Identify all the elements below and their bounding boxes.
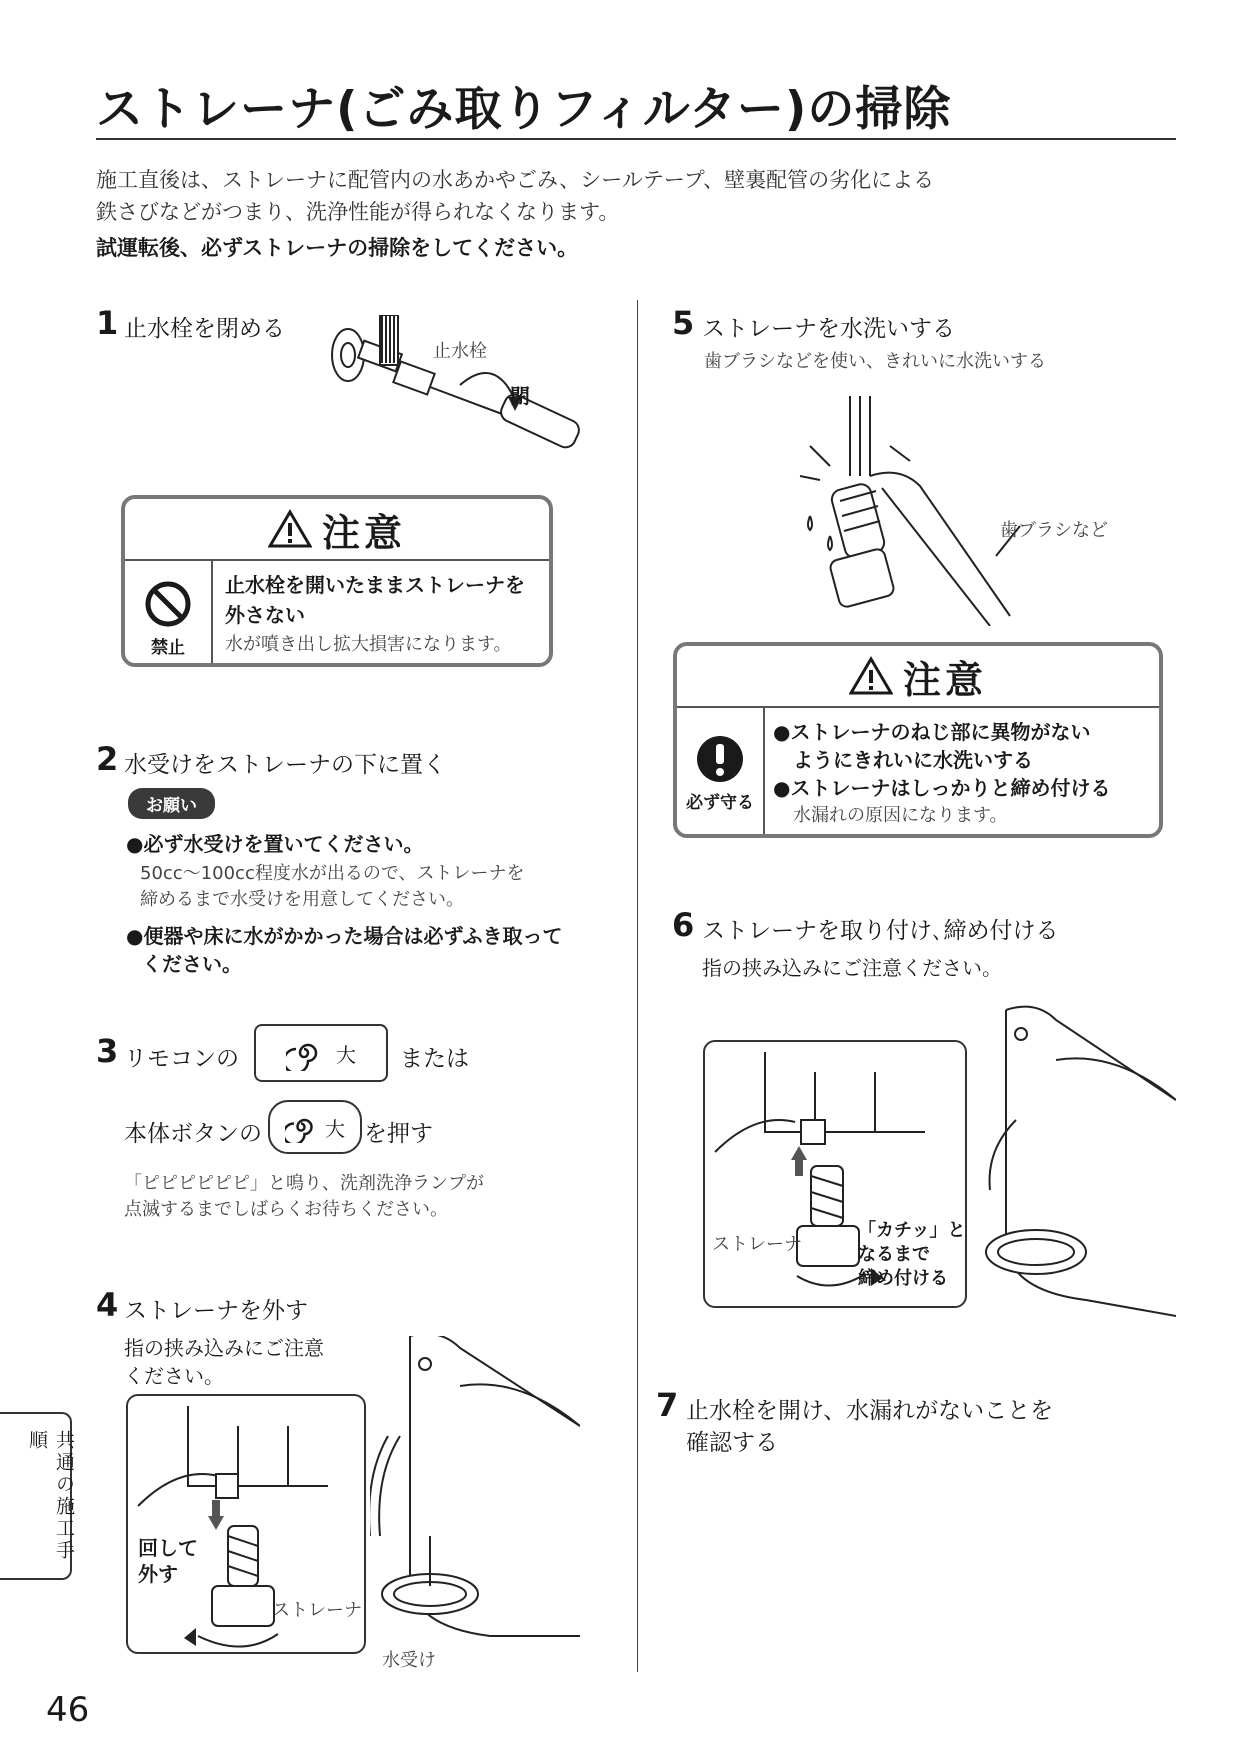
brush-label: 歯ブラシなど xyxy=(1000,520,1108,541)
step1-title: 止水栓を閉める xyxy=(124,316,285,342)
warning-icon xyxy=(849,656,893,696)
intro-bold-line: 試運転後、必ずストレーナの掃除をしてください。 xyxy=(96,236,579,260)
caution1-main-line2: 外さない xyxy=(225,603,305,627)
step3-note2: 点滅するまでしばらくお待ちください。 xyxy=(124,1199,448,1220)
column-divider xyxy=(637,300,638,1672)
step2-title: 水受けをストレーナの下に置く xyxy=(124,752,446,778)
click-label-2: なるまで xyxy=(858,1244,930,1265)
swirl-icon xyxy=(286,1035,322,1071)
step2-number: 2 xyxy=(96,740,119,778)
step5-title: ストレーナを水洗いする xyxy=(702,316,955,342)
side-tab-label: 共通の施工手順 xyxy=(26,1430,75,1562)
step3-number: 3 xyxy=(96,1032,119,1070)
intro-line-2: 鉄さびなどがつまり、洗浄性能が得られなくなります。 xyxy=(96,200,620,224)
step7-title-line1: 止水栓を開け、水漏れがないことを xyxy=(686,1398,1054,1424)
step4-sub1: 指の挟み込みにご注意 xyxy=(124,1336,324,1360)
title-rule xyxy=(96,138,1176,140)
intro-line-1: 施工直後は、ストレーナに配管内の水あかやごみ、シールテープ、壁裏配管の劣化による xyxy=(96,168,935,192)
mandatory-cell xyxy=(677,708,765,834)
toilet-side-illustration-4 xyxy=(370,1336,580,1666)
step2-bullet2-line2: ください。 xyxy=(142,952,242,976)
step2-note2: 締めるまで水受けを用意してください。 xyxy=(140,889,464,910)
step4-sub2: ください。 xyxy=(124,1364,224,1388)
step1-number: 1 xyxy=(96,304,119,342)
caution-header xyxy=(125,499,549,561)
caution2-line1: ●ストレーナのねじ部に異物がない xyxy=(773,720,1091,744)
caution-box-2 xyxy=(673,642,1163,838)
remote-button-label: 大 xyxy=(336,1042,356,1067)
step2-note1: 50cc～100cc程度水が出るので、ストレーナを xyxy=(140,863,525,884)
valve-label: 止水栓 xyxy=(433,341,487,362)
step4-title: ストレーナを外す xyxy=(124,1298,308,1324)
caution-title: 注意 xyxy=(902,657,987,702)
step6-sub: 指の挟み込みにご注意ください。 xyxy=(702,956,1002,980)
step4-number: 4 xyxy=(96,1286,119,1324)
step7-title-line2: 確認する xyxy=(686,1430,778,1456)
caution1-main-line1: 止水栓を開いたままストレーナを xyxy=(225,573,525,597)
brush-washing-illustration xyxy=(790,396,1050,626)
prohibited-icon xyxy=(143,579,193,629)
step5-number: 5 xyxy=(672,304,695,342)
step7-number: 7 xyxy=(656,1386,679,1424)
toilet-side-illustration-6 xyxy=(976,1000,1176,1330)
remote-wash-button[interactable] xyxy=(254,1024,388,1082)
step3-or: または xyxy=(400,1046,469,1072)
exclamation-icon xyxy=(695,734,745,784)
caution-header xyxy=(677,646,1159,708)
caution1-sub: 水が噴き出し拡大損害になります。 xyxy=(225,634,512,655)
caution-box-1 xyxy=(121,495,553,667)
step5-sub: 歯ブラシなどを使い、きれいに水洗いする xyxy=(704,351,1046,372)
caution2-line3: ●ストレーナはしっかりと締め付ける xyxy=(773,776,1111,800)
prohibited-label: 禁止 xyxy=(151,638,185,658)
step3-prefix: リモコンの xyxy=(124,1046,239,1072)
step2-bullet2-line1: ●便器や床に水がかかった場合は必ずふき取って xyxy=(126,924,563,948)
caution2-line2: ようにきれいに水洗いする xyxy=(793,748,1033,772)
basin-label: 水受け xyxy=(382,1650,436,1671)
step3-note1: 「ピピピピピピ」と鳴り、洗剤洗浄ランプが xyxy=(124,1173,484,1194)
swirl-icon xyxy=(285,1111,317,1143)
body-wash-button[interactable] xyxy=(268,1100,362,1154)
body-button-label: 大 xyxy=(325,1116,345,1141)
step3-body-suffix: を押す xyxy=(364,1121,433,1147)
warning-icon xyxy=(268,509,312,549)
page-number: 46 xyxy=(46,1690,90,1730)
step2-bullet1: ●必ず水受けを置いてください。 xyxy=(126,832,424,856)
click-label-3: 締め付ける xyxy=(858,1268,948,1289)
caution2-sub: 水漏れの原因になります。 xyxy=(793,805,1008,826)
step6-number: 6 xyxy=(672,906,695,944)
prohibited-cell xyxy=(125,561,213,663)
page-title: ストレーナ(ごみ取りフィルター)の掃除 xyxy=(96,82,952,137)
close-label: 閉 xyxy=(510,384,530,408)
request-badge: お願い xyxy=(128,788,215,819)
click-label-1: 「カチッ」と xyxy=(858,1220,966,1241)
step3-body-prefix: 本体ボタンの xyxy=(124,1121,262,1147)
turn-label-2: 外す xyxy=(138,1562,178,1586)
strainer-label-4: ストレーナ xyxy=(272,1600,362,1621)
turn-label-1: 回して xyxy=(138,1536,198,1560)
step6-title: ストレーナを取り付け､締め付ける xyxy=(702,918,1059,944)
mandatory-label: 必ず守る xyxy=(686,793,754,813)
caution-title: 注意 xyxy=(321,510,406,555)
section-side-tab xyxy=(0,1412,75,1580)
strainer-label-6: ストレーナ xyxy=(712,1234,802,1255)
